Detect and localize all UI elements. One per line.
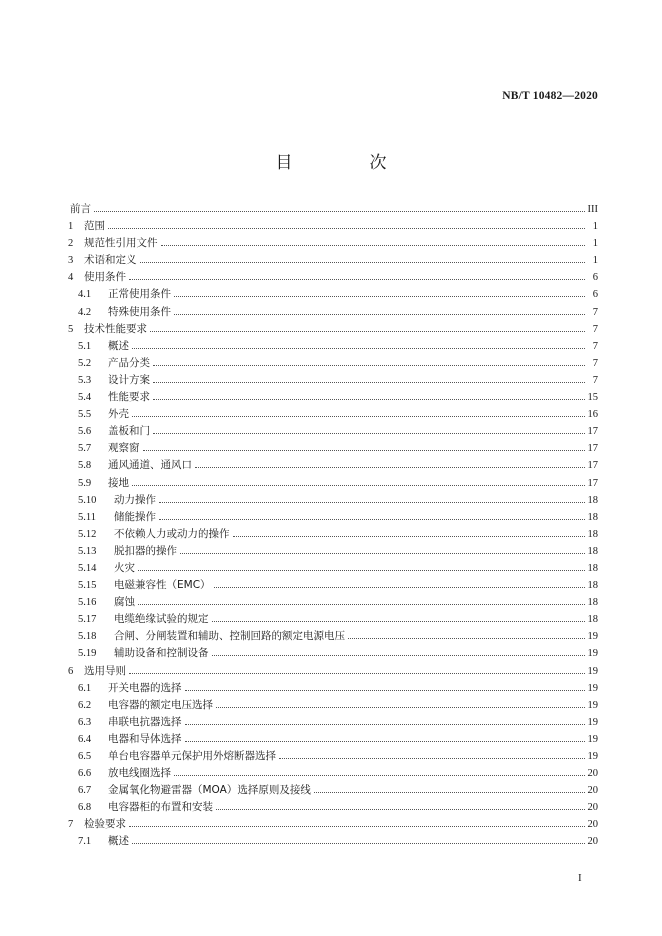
toc-entry[interactable] <box>68 697 598 714</box>
toc-entry-title: 设计方案 <box>108 373 150 386</box>
toc-entry-title: 动力操作 <box>114 493 156 506</box>
toc-leader-dots <box>195 467 585 468</box>
toc-entry-number: 5.7 <box>78 443 92 455</box>
toc-entry[interactable] <box>68 645 598 662</box>
toc-entry-page: 20 <box>587 819 598 831</box>
toc-entry[interactable] <box>68 714 598 731</box>
toc-entry-number: 5.19 <box>78 648 97 660</box>
page-number: I <box>578 872 582 884</box>
toc-entry-number: 4 <box>68 272 74 284</box>
toc-entry-page: 7 <box>592 357 598 369</box>
toc-entry[interactable] <box>68 509 598 526</box>
toc-entry-number: 5.16 <box>78 597 97 609</box>
toc-entry[interactable] <box>68 731 598 748</box>
toc-leader-dots <box>132 348 585 349</box>
toc-entry-number: 5.1 <box>78 340 92 352</box>
toc-entry-title: 合闸、分闸装置和辅助、控制回路的额定电源电压 <box>114 630 345 643</box>
toc-entry[interactable] <box>68 423 598 440</box>
toc-entry-page: 7 <box>592 340 598 352</box>
toc-leader-dots <box>174 775 585 776</box>
toc-entry-title: 检验要求 <box>84 818 126 831</box>
toc-entry-page: 17 <box>587 426 598 438</box>
toc-entry[interactable] <box>68 372 598 389</box>
toc-leader-dots <box>132 416 585 417</box>
toc-entry[interactable] <box>68 594 598 611</box>
toc-entry-number: 5.4 <box>78 392 92 404</box>
toc-entry-page: 17 <box>587 460 598 472</box>
toc-leader-dots <box>138 604 585 605</box>
toc-leader-dots <box>159 519 585 520</box>
toc-entry[interactable] <box>68 680 598 697</box>
toc-entry[interactable] <box>68 286 598 303</box>
toc-entry-page: 19 <box>587 682 598 694</box>
toc-entry-page: 6 <box>592 272 598 284</box>
toc-entry-number: 6.5 <box>78 751 92 762</box>
toc-entry-title: 性能要求 <box>108 391 150 404</box>
toc-entry[interactable] <box>68 816 598 833</box>
toc-entry-page: 18 <box>587 494 598 506</box>
toc-leader-dots <box>132 485 585 486</box>
page-title: 目 次 <box>275 153 417 173</box>
toc-entry-title: 不依赖人力或动力的操作 <box>114 527 230 540</box>
toc-entry-number: 6 <box>68 665 74 677</box>
toc-entry-title: 电器和导体选择 <box>108 732 182 745</box>
toc-entry-title: 正常使用条件 <box>108 288 171 301</box>
toc-entry[interactable] <box>68 406 598 423</box>
toc-entry-title: 概述 <box>108 339 129 352</box>
toc-entry-title: 观察窗 <box>108 442 140 455</box>
toc-leader-dots <box>174 314 585 315</box>
toc-entry-page: 19 <box>587 665 598 677</box>
toc-entry-number: 4.1 <box>78 289 92 301</box>
toc-entry-page: 19 <box>587 648 598 660</box>
toc-entry-number: 3 <box>68 255 74 267</box>
toc-entry-title: 金属氧化物避雷器（MOA）选择原则及接线 <box>108 784 311 797</box>
toc-entry-page: 17 <box>587 477 598 489</box>
toc-entry-title: 单台电容器单元保护用外熔断器选择 <box>108 750 276 762</box>
toc-entry-page: 18 <box>587 597 598 609</box>
toc-leader-dots <box>138 570 585 571</box>
toc-entry-number: 5.17 <box>78 614 97 626</box>
toc-entry-title: 范围 <box>84 220 105 233</box>
toc-entry-title: 腐蚀 <box>114 596 135 609</box>
toc-entry-number: 6.7 <box>78 785 92 797</box>
toc-entry-number: 5.13 <box>78 545 97 557</box>
toc-entry[interactable] <box>68 611 598 628</box>
toc-leader-dots <box>212 621 585 622</box>
toc-entry-number: 6.3 <box>78 716 92 728</box>
toc-entry-page: 19 <box>587 699 598 711</box>
toc-entry-page: 1 <box>592 255 598 267</box>
toc-entry[interactable] <box>68 475 598 492</box>
toc-entry-title: 放电线圈选择 <box>108 767 171 780</box>
toc-entry[interactable] <box>68 389 598 406</box>
toc-entry[interactable] <box>68 765 598 782</box>
toc-leader-dots <box>348 638 585 639</box>
toc-entry-number: 5.6 <box>78 426 92 438</box>
toc-entry-title: 开关电器的选择 <box>108 681 182 694</box>
toc-entry[interactable] <box>68 577 598 594</box>
toc-leader-dots <box>129 673 585 674</box>
toc-entry-number: 6.8 <box>78 802 92 814</box>
toc-leader-dots <box>185 724 585 725</box>
toc-leader-dots <box>153 399 585 400</box>
toc-entry-page: 7 <box>592 323 598 335</box>
toc-leader-dots <box>132 843 585 844</box>
toc-entry-page: 6 <box>592 289 598 301</box>
toc-entry[interactable] <box>68 799 598 816</box>
toc-leader-dots <box>94 211 585 212</box>
toc-entry-number: 5.9 <box>78 477 92 489</box>
toc-entry-title: 电容器柜的布置和安装 <box>108 801 213 814</box>
standard-code: NB/T 10482—2020 <box>502 90 598 102</box>
toc-entry-title: 概述 <box>108 835 129 848</box>
toc-leader-dots <box>174 296 585 297</box>
toc-entry-page: 18 <box>587 580 598 592</box>
toc-entry-number: 5.2 <box>78 357 92 369</box>
toc-entry-page: 1 <box>592 238 598 250</box>
toc-entry-page: 7 <box>592 306 598 318</box>
toc-entry-page: 7 <box>592 374 598 386</box>
toc-leader-dots <box>279 758 585 759</box>
toc-entry[interactable] <box>68 269 598 286</box>
toc-leader-dots <box>314 792 585 793</box>
toc-entry-number: 6.4 <box>78 733 92 745</box>
toc-leader-dots <box>216 809 585 810</box>
toc-entry-title: 外壳 <box>108 408 129 421</box>
toc-entry-page: 20 <box>587 836 598 848</box>
toc-entry-title: 辅助设备和控制设备 <box>114 647 209 660</box>
toc-entry-page: 18 <box>587 511 598 523</box>
toc-leader-dots <box>216 707 585 708</box>
toc-leader-dots <box>153 382 585 383</box>
toc-leader-dots <box>140 262 586 263</box>
toc-entry[interactable] <box>68 235 598 252</box>
toc-leader-dots <box>129 279 585 280</box>
toc-entry[interactable] <box>68 543 598 560</box>
toc-entry[interactable] <box>68 201 598 218</box>
toc-entry-page: 16 <box>587 409 598 421</box>
toc-entry[interactable] <box>68 833 598 850</box>
toc-leader-dots <box>153 365 585 366</box>
toc-entry-title: 盖板和门 <box>108 425 150 438</box>
toc-entry[interactable] <box>68 560 598 577</box>
toc-entry-number: 1 <box>68 221 74 233</box>
toc-entry[interactable] <box>68 526 598 543</box>
toc-entry-title: 使用条件 <box>84 271 126 284</box>
toc-entry-number: 7.1 <box>78 836 92 848</box>
toc-entry-number: 2 <box>68 238 74 250</box>
toc-leader-dots <box>185 690 585 691</box>
toc-entry-page: 18 <box>587 562 598 574</box>
toc-entry[interactable] <box>68 218 598 235</box>
toc-entry-number: 5.12 <box>78 528 97 540</box>
toc-entry-title: 火灾 <box>114 561 135 574</box>
toc-entry[interactable] <box>68 748 598 765</box>
toc-entry-title: 串联电抗器选择 <box>108 715 182 728</box>
toc-leader-dots <box>108 228 585 229</box>
toc-entry-number: 5.10 <box>78 494 97 506</box>
toc-entry-page: 19 <box>587 751 598 762</box>
toc-entry-title: 术语和定义 <box>84 254 137 267</box>
toc-entry-page: 18 <box>587 545 598 557</box>
toc-entry-number: 6.2 <box>78 699 92 711</box>
toc-entry-number: 5.8 <box>78 460 92 472</box>
toc-leader-dots <box>185 741 585 742</box>
toc-entry[interactable] <box>68 457 598 474</box>
toc-entry-title: 选用导则 <box>84 664 126 677</box>
toc-entry-number: 5.11 <box>78 511 96 523</box>
toc-entry-title: 规范性引用文件 <box>84 237 158 250</box>
toc-entry[interactable] <box>68 321 598 338</box>
toc-leader-dots <box>129 826 585 827</box>
toc-entry-page: 1 <box>592 221 598 233</box>
toc-entry-number: 5.18 <box>78 631 97 643</box>
toc-entry[interactable] <box>68 782 598 799</box>
toc-leader-dots <box>180 553 585 554</box>
toc-entry-number: 5.14 <box>78 562 97 574</box>
toc-entry-title: 特殊使用条件 <box>108 305 171 318</box>
toc-leader-dots <box>143 450 585 451</box>
toc-entry-page: 18 <box>587 528 598 540</box>
table-of-contents <box>68 201 598 851</box>
toc-entry-title: 电磁兼容性（EMC） <box>114 579 211 592</box>
toc-leader-dots <box>153 433 585 434</box>
toc-entry-title: 储能操作 <box>114 510 156 523</box>
toc-entry-page: 20 <box>587 802 598 814</box>
toc-entry-page: III <box>587 204 598 215</box>
toc-entry[interactable] <box>68 252 598 269</box>
toc-entry-title: 脱扣器的操作 <box>114 544 177 557</box>
toc-entry-title: 技术性能要求 <box>84 322 147 335</box>
toc-entry[interactable] <box>68 628 598 645</box>
toc-entry-number: 6.6 <box>78 768 92 780</box>
toc-entry-page: 18 <box>587 614 598 626</box>
toc-entry[interactable] <box>68 492 598 509</box>
toc-leader-dots <box>233 536 585 537</box>
toc-entry-title: 接地 <box>108 476 129 489</box>
toc-entry-page: 20 <box>587 785 598 797</box>
toc-leader-dots <box>159 502 585 503</box>
toc-entry-number: 7 <box>68 819 74 831</box>
toc-entry[interactable] <box>68 304 598 321</box>
toc-leader-dots <box>214 587 585 588</box>
toc-entry[interactable] <box>68 663 598 680</box>
toc-entry-number: 5.15 <box>78 580 97 592</box>
toc-entry[interactable] <box>68 440 598 457</box>
toc-entry-title: 电容器的额定电压选择 <box>108 698 213 711</box>
toc-entry-number: 4.2 <box>78 306 92 318</box>
toc-entry-page: 19 <box>587 631 598 643</box>
toc-entry[interactable] <box>68 338 598 355</box>
toc-entry-page: 15 <box>587 392 598 404</box>
toc-entry-title: 前言 <box>70 203 91 215</box>
toc-entry-page: 19 <box>587 733 598 745</box>
toc-leader-dots <box>212 655 585 656</box>
toc-leader-dots <box>161 245 586 246</box>
toc-entry-page: 17 <box>587 443 598 455</box>
toc-entry-number: 5.3 <box>78 374 92 386</box>
toc-entry-number: 5 <box>68 323 74 335</box>
toc-entry[interactable] <box>68 355 598 372</box>
toc-entry-number: 6.1 <box>78 682 92 694</box>
toc-entry-page: 20 <box>587 768 598 780</box>
toc-entry-page: 19 <box>587 716 598 728</box>
toc-entry-title: 通风通道、通风口 <box>108 459 192 472</box>
toc-entry-number: 5.5 <box>78 409 92 421</box>
toc-entry-title: 产品分类 <box>108 356 150 369</box>
toc-leader-dots <box>150 331 585 332</box>
toc-entry-title: 电缆绝缘试验的规定 <box>114 613 209 626</box>
